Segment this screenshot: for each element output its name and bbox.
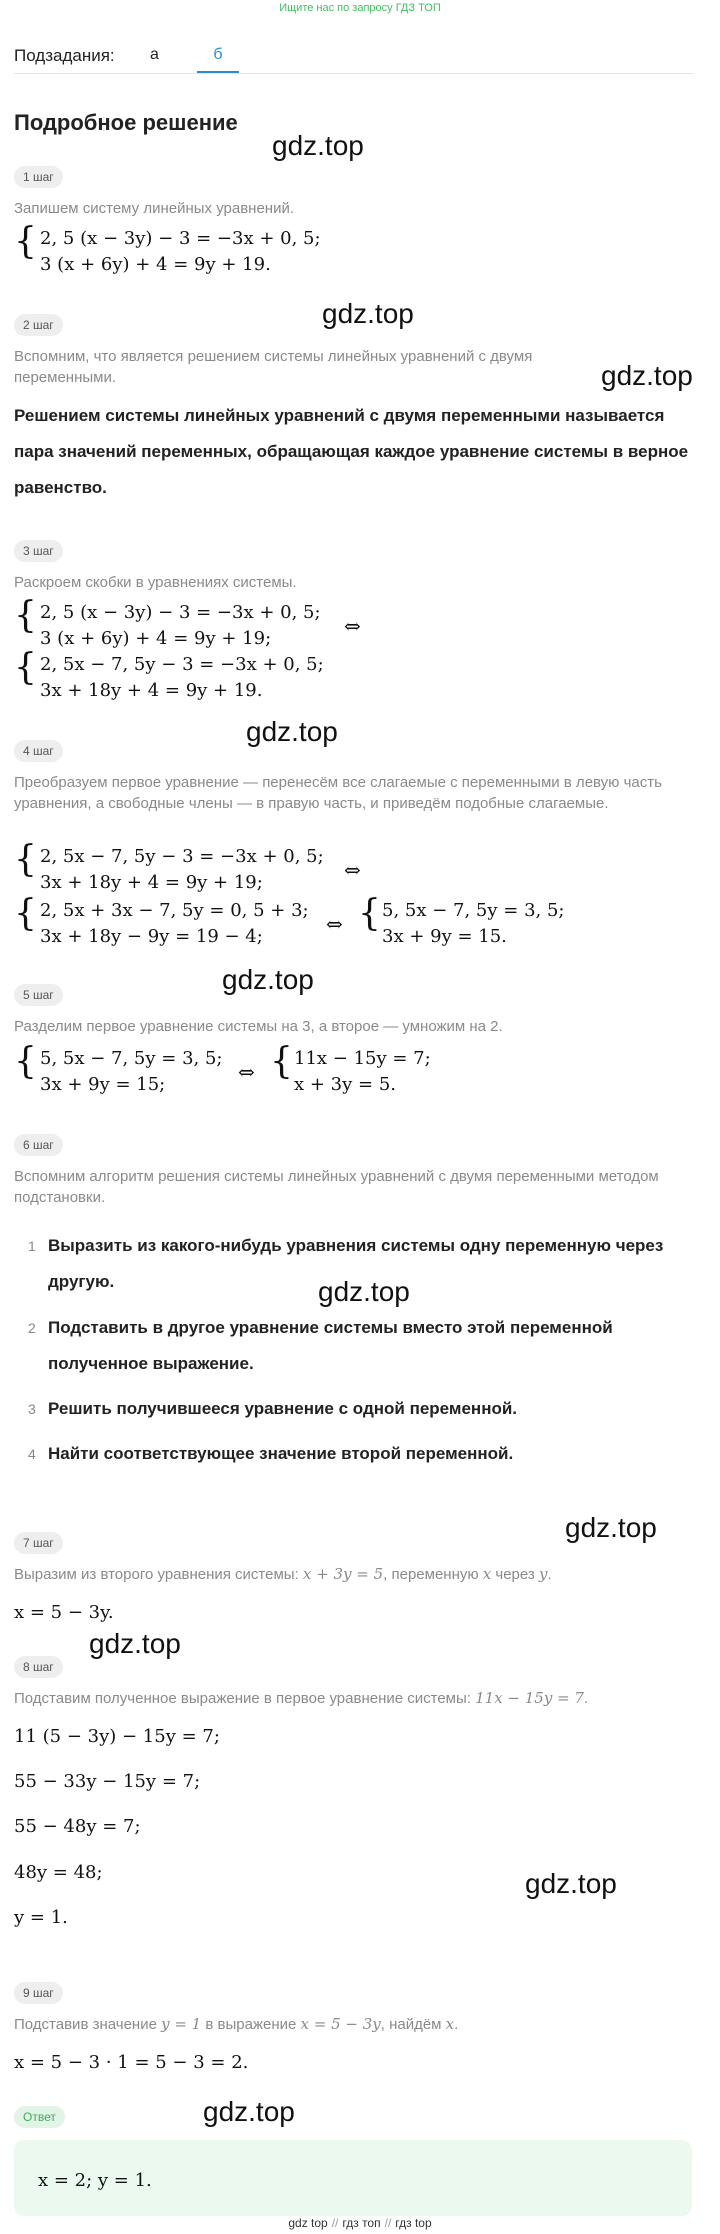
- watermark: gdz.top: [222, 964, 314, 995]
- footer: [0, 2216, 720, 2230]
- step-badge: 6 шаг: [14, 1134, 63, 1156]
- hint-text: в выражение: [201, 2016, 301, 2033]
- equation: x + 3y = 5.: [294, 1074, 396, 1095]
- system-brace: {: [14, 839, 37, 880]
- equivalence-sign: ⇔: [344, 614, 361, 638]
- step-badge: 7 шаг: [14, 1532, 63, 1554]
- equation: 3 (x + 6y) + 4 = 9y + 19.: [40, 254, 271, 275]
- step-hint: [14, 2014, 664, 2035]
- equation: x = 5 − 3y.: [14, 1602, 114, 1623]
- step-badge: 3 шаг: [14, 540, 63, 562]
- equation: 2, 5x + 3x − 7, 5y = 0, 5 + 3;: [40, 900, 309, 921]
- hint-text: .: [547, 1566, 552, 1583]
- watermark: gdz.top: [601, 360, 693, 391]
- step-hint: [14, 1564, 664, 1585]
- footer-separator: //: [331, 2216, 339, 2230]
- equation: 3x + 18y + 4 = 9y + 19.: [40, 680, 263, 701]
- step-badge: 2 шаг: [14, 314, 63, 336]
- hint-text: , переменную: [383, 1566, 483, 1583]
- system-brace: {: [14, 595, 37, 636]
- equation: x = 5 − 3 · 1 = 5 − 3 = 2.: [14, 2052, 249, 2073]
- system-brace: {: [14, 1041, 37, 1082]
- tab-a[interactable]: а: [150, 46, 159, 63]
- hint-text: .: [583, 1690, 589, 1707]
- watermark: gdz.top: [89, 1628, 181, 1659]
- watermark: gdz.top: [203, 2096, 295, 2127]
- step-badge: 1 шаг: [14, 166, 63, 188]
- step-hint: Вспомним алгоритм решения системы линейных уравнений с двумя переменными методом подстановки.: [14, 1168, 659, 1206]
- hint-formula: x = 5 − 3y: [300, 2015, 381, 2033]
- equation: 2, 5 (x − 3y) − 3 = −3x + 0, 5;: [40, 228, 321, 249]
- watermark: gdz.top: [272, 130, 364, 161]
- hint-formula: x + 3y = 5: [302, 1565, 384, 1583]
- step-hint: Разделим первое уравнение системы на 3, а второе — умножим на 2.: [14, 1018, 503, 1035]
- equation: 2, 5x − 7, 5y − 3 = −3x + 0, 5;: [40, 846, 324, 867]
- equation: y = 1.: [14, 1907, 68, 1928]
- footer-link[interactable]: гдз топ: [342, 2216, 381, 2230]
- list-number: 2: [28, 1320, 36, 1336]
- system-brace: {: [14, 893, 37, 934]
- system-brace: {: [14, 647, 37, 688]
- equivalence-sign: ⇔: [344, 858, 361, 882]
- tab-b[interactable]: б: [197, 46, 239, 64]
- list-item: Подставить в другое уравнение системы вместо этой переменной полученное выражение.: [48, 1318, 613, 1373]
- list-number: 3: [28, 1401, 36, 1417]
- hint-text: , найдём: [380, 2016, 446, 2033]
- step-hint: Преобразуем первое уравнение — перенесём все слагаемые с переменными в левую часть уравнения, а свободные члены — в правую часть, и приведём подобные слагаемые.: [14, 774, 662, 812]
- watermark: gdz.top: [246, 716, 338, 747]
- watermark: gdz.top: [322, 298, 414, 329]
- step-badge: 9 шаг: [14, 1982, 63, 2004]
- answer-badge: Ответ: [14, 2106, 65, 2128]
- hint-text: Подставив значение: [14, 2016, 162, 2033]
- system-brace: {: [14, 221, 37, 262]
- equation: 55 − 33y − 15y = 7;: [14, 1771, 201, 1792]
- subtasks-label: Подзадания:: [14, 46, 115, 65]
- subtasks-bar: [14, 44, 694, 74]
- equation: 5, 5x − 7, 5y = 3, 5;: [40, 1048, 223, 1069]
- equation: 3x + 9y = 15.: [382, 926, 507, 947]
- hint-text: через: [491, 1566, 539, 1583]
- hint-formula: 11x − 15y = 7: [475, 1689, 584, 1707]
- step-badge: 5 шаг: [14, 984, 63, 1006]
- equation: 5, 5x − 7, 5y = 3, 5;: [382, 900, 565, 921]
- footer-separator: //: [384, 2216, 392, 2230]
- step-badge: 4 шаг: [14, 740, 63, 762]
- equation: 3x + 18y + 4 = 9y + 19;: [40, 872, 263, 893]
- hint-text: Подставим полученное выражение в первое уравнение системы:: [14, 1690, 476, 1707]
- hint-formula: y = 1: [161, 2015, 202, 2033]
- step-hint: Раскроем скобки в уравнениях системы.: [14, 574, 297, 591]
- system-brace: {: [270, 1041, 293, 1082]
- footer-link[interactable]: gdz top: [288, 2216, 328, 2230]
- definition-text: Решением системы линейных уравнений с двумя переменными называется пара значений переменных, обращающая каждое уравнение системы в верное равенство.: [14, 406, 689, 497]
- list-item: Найти соответствующее значение второй переменной.: [48, 1444, 514, 1463]
- hint-formula: x: [482, 1565, 492, 1583]
- equation: 3x + 18y − 9y = 19 − 4;: [40, 926, 263, 947]
- hint-text: Выразим из второго уравнения системы:: [14, 1566, 303, 1583]
- answer-value: x = 2; y = 1.: [38, 2170, 152, 2191]
- equation: 3 (x + 6y) + 4 = 9y + 19;: [40, 628, 272, 649]
- page-title: Подробное решение: [14, 110, 238, 135]
- hint-formula: x: [445, 2015, 455, 2033]
- step-badge: 8 шаг: [14, 1656, 63, 1678]
- system-brace: {: [358, 893, 381, 934]
- equation: 11 (5 − 3y) − 15y = 7;: [14, 1726, 220, 1747]
- watermark: gdz.top: [525, 1868, 617, 1899]
- footer-link[interactable]: гдз top: [395, 2216, 432, 2230]
- hint-formula: y: [538, 1565, 548, 1583]
- list-number: 1: [28, 1238, 36, 1254]
- list-item: Выразить из какого-нибудь уравнения системы одну переменную через другую.: [48, 1236, 664, 1291]
- equation: 2, 5 (x − 3y) − 3 = −3x + 0, 5;: [40, 602, 321, 623]
- equation: 3x + 9y = 15;: [40, 1074, 166, 1095]
- watermark: gdz.top: [565, 1512, 657, 1543]
- equivalence-sign: ⇔: [326, 912, 343, 936]
- list-item: Решить получившееся уравнение с одной переменной.: [48, 1399, 518, 1418]
- equation: 2, 5x − 7, 5y − 3 = −3x + 0, 5;: [40, 654, 324, 675]
- equation: 11x − 15y = 7;: [294, 1048, 431, 1069]
- equation: 48y = 48;: [14, 1862, 103, 1883]
- equation: 55 − 48y = 7;: [14, 1816, 141, 1837]
- step-hint: [14, 1688, 664, 1709]
- top-banner: Ищите нас по запросу ГДЗ ТОП: [279, 2, 441, 14]
- hint-text: .: [454, 2016, 459, 2033]
- equivalence-sign: ⇔: [238, 1060, 255, 1084]
- step-hint: Вспомним, что является решением системы линейных уравнений с двумя переменными.: [14, 348, 533, 386]
- list-number: 4: [28, 1446, 36, 1462]
- watermark: gdz.top: [318, 1276, 410, 1307]
- step-hint: Запишем систему линейных уравнений.: [14, 200, 295, 217]
